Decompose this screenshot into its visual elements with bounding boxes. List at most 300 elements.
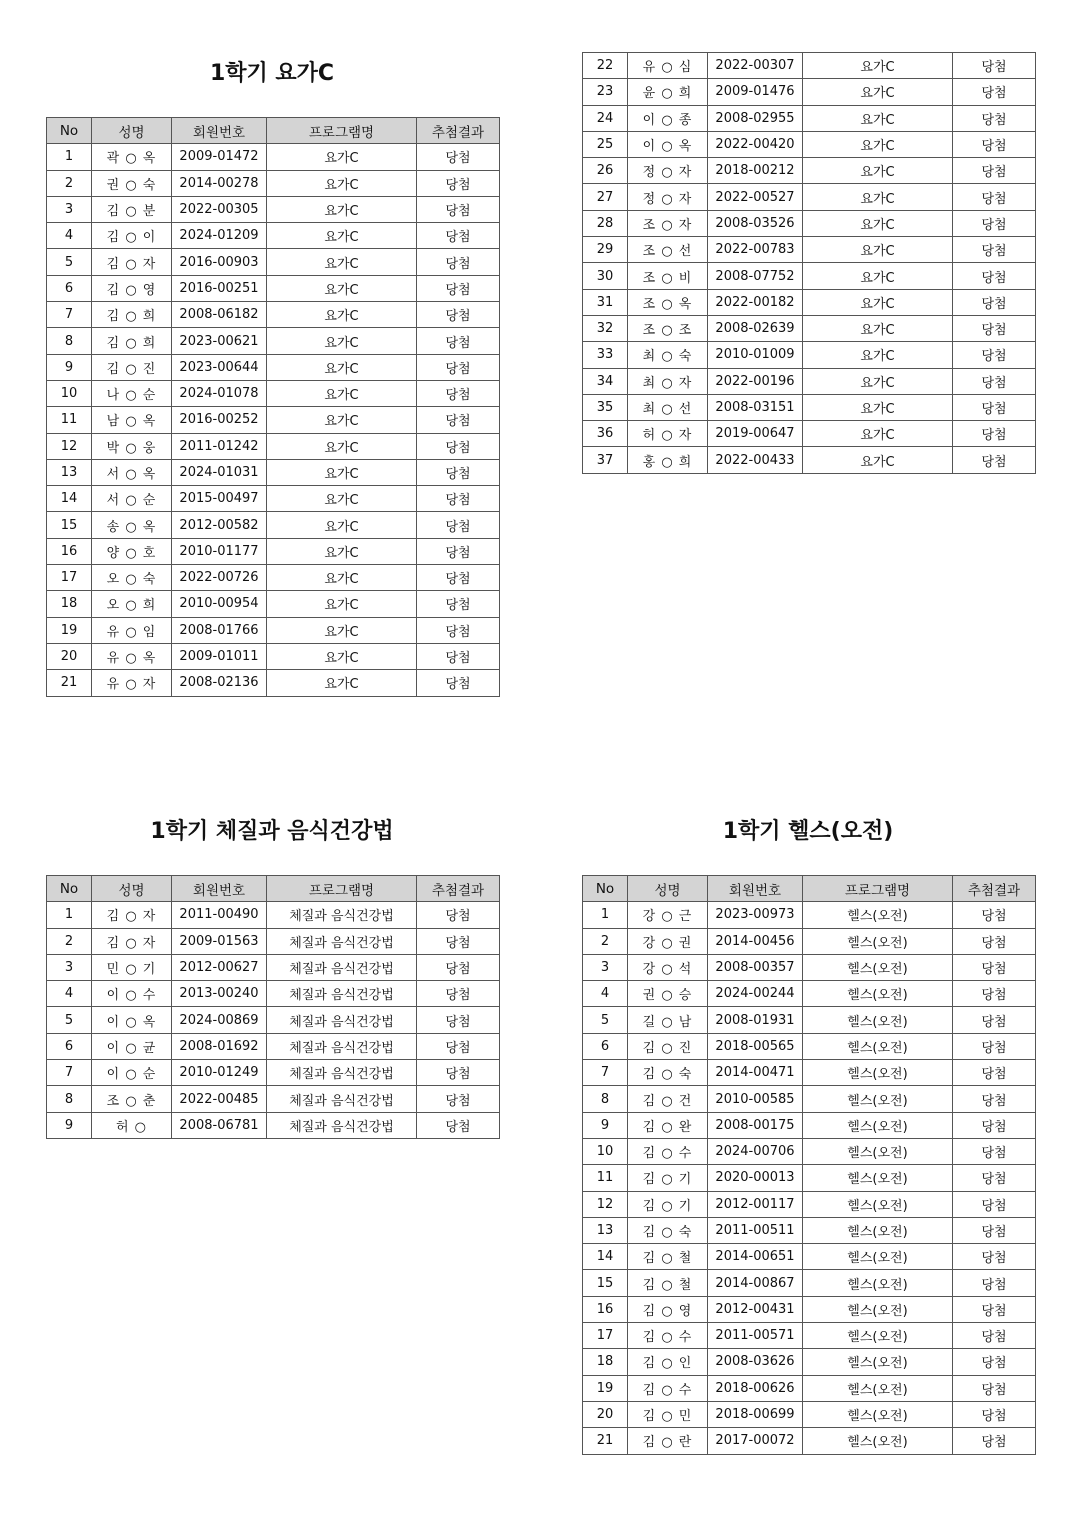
table-row xyxy=(583,1428,1036,1454)
draw-result: 당첨 xyxy=(417,902,500,928)
program-name: 요가C xyxy=(803,421,953,447)
table-row xyxy=(47,1112,500,1138)
row-number: 16 xyxy=(47,538,92,564)
member-id: 2022-00196 xyxy=(708,368,803,394)
table-row xyxy=(47,354,500,380)
draw-result: 당첨 xyxy=(417,928,500,954)
member-name: 허 ○ 자 xyxy=(628,421,708,447)
table-row xyxy=(583,1033,1036,1059)
draw-result: 당첨 xyxy=(953,928,1036,954)
draw-result: 당첨 xyxy=(953,1401,1036,1427)
draw-result: 당첨 xyxy=(953,289,1036,315)
member-name: 이 ○ 종 xyxy=(628,105,708,131)
member-id: 2013-00240 xyxy=(172,981,267,1007)
row-number: 2 xyxy=(47,928,92,954)
column-header: 추첨결과 xyxy=(417,118,500,144)
health-table xyxy=(582,875,1036,1455)
program-name: 요가C xyxy=(803,263,953,289)
program-name: 요가C xyxy=(267,223,417,249)
row-number: 7 xyxy=(583,1060,628,1086)
program-name: 헬스(오전) xyxy=(803,1270,953,1296)
draw-result: 당첨 xyxy=(953,1060,1036,1086)
draw-result: 당첨 xyxy=(417,1007,500,1033)
member-id: 2022-00420 xyxy=(708,131,803,157)
member-id: 2016-00903 xyxy=(172,249,267,275)
program-name: 헬스(오전) xyxy=(803,1191,953,1217)
table-row xyxy=(583,131,1036,157)
member-name: 민 ○ 기 xyxy=(92,954,172,980)
table-row xyxy=(583,1138,1036,1164)
program-name: 헬스(오전) xyxy=(803,1033,953,1059)
program-name: 헬스(오전) xyxy=(803,1112,953,1138)
program-name: 체질과 음식건강법 xyxy=(267,1007,417,1033)
program-name: 헬스(오전) xyxy=(803,1428,953,1454)
draw-result: 당첨 xyxy=(953,902,1036,928)
member-name: 김 ○ 영 xyxy=(628,1296,708,1322)
program-name: 요가C xyxy=(267,328,417,354)
member-name: 박 ○ 웅 xyxy=(92,433,172,459)
diet-section-title: 1학기 체질과 음식건강법 xyxy=(150,819,394,844)
draw-result: 당첨 xyxy=(953,184,1036,210)
row-number: 33 xyxy=(583,342,628,368)
member-name: 길 ○ 남 xyxy=(628,1007,708,1033)
member-id: 2011-01242 xyxy=(172,433,267,459)
table-row xyxy=(583,184,1036,210)
row-number: 20 xyxy=(583,1401,628,1427)
member-name: 유 ○ 심 xyxy=(628,53,708,79)
member-id: 2012-00431 xyxy=(708,1296,803,1322)
table-header-row xyxy=(583,876,1036,902)
member-id: 2008-07752 xyxy=(708,263,803,289)
table-row xyxy=(47,459,500,485)
member-name: 서 ○ 순 xyxy=(92,486,172,512)
member-id: 2023-00621 xyxy=(172,328,267,354)
member-id: 2024-00706 xyxy=(708,1138,803,1164)
member-id: 2024-00244 xyxy=(708,981,803,1007)
draw-result: 당첨 xyxy=(953,237,1036,263)
table-row xyxy=(583,981,1036,1007)
program-name: 헬스(오전) xyxy=(803,928,953,954)
draw-result: 당첨 xyxy=(953,1296,1036,1322)
program-name: 요가C xyxy=(803,105,953,131)
member-id: 2012-00117 xyxy=(708,1191,803,1217)
program-name: 요가C xyxy=(267,380,417,406)
member-id: 2009-01011 xyxy=(172,643,267,669)
draw-result: 당첨 xyxy=(953,1349,1036,1375)
row-number: 26 xyxy=(583,158,628,184)
row-number: 6 xyxy=(47,275,92,301)
program-name: 체질과 음식건강법 xyxy=(267,928,417,954)
member-id: 2022-00726 xyxy=(172,565,267,591)
row-number: 10 xyxy=(583,1138,628,1164)
draw-result: 당첨 xyxy=(417,670,500,696)
member-id: 2008-03626 xyxy=(708,1349,803,1375)
table-row xyxy=(47,565,500,591)
row-number: 30 xyxy=(583,263,628,289)
member-id: 2014-00278 xyxy=(172,170,267,196)
table-row xyxy=(583,263,1036,289)
program-name: 헬스(오전) xyxy=(803,902,953,928)
member-id: 2009-01563 xyxy=(172,928,267,954)
row-number: 3 xyxy=(47,954,92,980)
row-number: 5 xyxy=(47,249,92,275)
member-name: 김 ○ 영 xyxy=(92,275,172,301)
program-name: 체질과 음식건강법 xyxy=(267,1060,417,1086)
table-row xyxy=(47,512,500,538)
draw-result: 당첨 xyxy=(953,1086,1036,1112)
column-header: 회원번호 xyxy=(708,876,803,902)
table-row xyxy=(583,902,1036,928)
row-number: 7 xyxy=(47,302,92,328)
draw-result: 당첨 xyxy=(953,79,1036,105)
member-name: 정 ○ 자 xyxy=(628,184,708,210)
column-header: 프로그램명 xyxy=(803,876,953,902)
draw-result: 당첨 xyxy=(417,1033,500,1059)
program-name: 요가C xyxy=(803,53,953,79)
table-row xyxy=(583,421,1036,447)
column-header: 회원번호 xyxy=(172,876,267,902)
table-row xyxy=(583,342,1036,368)
member-name: 김 ○ 민 xyxy=(628,1401,708,1427)
program-name: 요가C xyxy=(267,538,417,564)
member-name: 홍 ○ 희 xyxy=(628,447,708,473)
table-row xyxy=(583,1296,1036,1322)
column-header: 성명 xyxy=(628,876,708,902)
member-name: 김 ○ 기 xyxy=(628,1165,708,1191)
table-row xyxy=(47,981,500,1007)
member-name: 최 ○ 자 xyxy=(628,368,708,394)
draw-result: 당첨 xyxy=(953,315,1036,341)
member-name: 조 ○ 비 xyxy=(628,263,708,289)
member-id: 2014-00651 xyxy=(708,1244,803,1270)
program-name: 요가C xyxy=(803,289,953,315)
member-name: 양 ○ 호 xyxy=(92,538,172,564)
member-name: 김 ○ 진 xyxy=(628,1033,708,1059)
program-name: 요가C xyxy=(803,394,953,420)
table-row xyxy=(583,1007,1036,1033)
row-number: 35 xyxy=(583,394,628,420)
draw-result: 당첨 xyxy=(953,981,1036,1007)
member-id: 2022-00527 xyxy=(708,184,803,210)
program-name: 요가C xyxy=(803,368,953,394)
member-id: 2019-00647 xyxy=(708,421,803,447)
member-id: 2022-00433 xyxy=(708,447,803,473)
program-name: 요가C xyxy=(267,617,417,643)
row-number: 2 xyxy=(47,170,92,196)
program-name: 요가C xyxy=(803,315,953,341)
row-number: 7 xyxy=(47,1060,92,1086)
row-number: 21 xyxy=(47,670,92,696)
draw-result: 당첨 xyxy=(953,53,1036,79)
draw-result: 당첨 xyxy=(953,1375,1036,1401)
program-name: 헬스(오전) xyxy=(803,1296,953,1322)
draw-result: 당첨 xyxy=(953,368,1036,394)
row-number: 6 xyxy=(583,1033,628,1059)
program-name: 요가C xyxy=(267,144,417,170)
member-id: 2024-00869 xyxy=(172,1007,267,1033)
member-name: 최 ○ 숙 xyxy=(628,342,708,368)
draw-result: 당첨 xyxy=(953,342,1036,368)
table-row xyxy=(583,1401,1036,1427)
program-name: 요가C xyxy=(267,433,417,459)
table-row xyxy=(583,447,1036,473)
diet-table xyxy=(46,875,500,1139)
member-name: 오 ○ 숙 xyxy=(92,565,172,591)
member-name: 김 ○ 인 xyxy=(628,1349,708,1375)
program-name: 요가C xyxy=(267,275,417,301)
column-header: 추첨결과 xyxy=(417,876,500,902)
row-number: 12 xyxy=(583,1191,628,1217)
program-name: 체질과 음식건강법 xyxy=(267,954,417,980)
member-name: 김 ○ 숙 xyxy=(628,1217,708,1243)
member-name: 남 ○ 옥 xyxy=(92,407,172,433)
table-row xyxy=(583,237,1036,263)
row-number: 15 xyxy=(47,512,92,538)
member-name: 김 ○ 분 xyxy=(92,196,172,222)
member-id: 2023-00973 xyxy=(708,902,803,928)
draw-result: 당첨 xyxy=(417,354,500,380)
member-id: 2008-03151 xyxy=(708,394,803,420)
row-number: 18 xyxy=(47,591,92,617)
row-number: 28 xyxy=(583,210,628,236)
row-number: 19 xyxy=(47,617,92,643)
member-name: 이 ○ 균 xyxy=(92,1033,172,1059)
member-id: 2014-00471 xyxy=(708,1060,803,1086)
row-number: 4 xyxy=(47,223,92,249)
draw-result: 당첨 xyxy=(953,1428,1036,1454)
member-id: 2008-06781 xyxy=(172,1112,267,1138)
row-number: 20 xyxy=(47,643,92,669)
member-id: 2008-01692 xyxy=(172,1033,267,1059)
program-name: 요가C xyxy=(267,249,417,275)
draw-result: 당첨 xyxy=(953,447,1036,473)
row-number: 27 xyxy=(583,184,628,210)
member-id: 2010-00954 xyxy=(172,591,267,617)
row-number: 24 xyxy=(583,105,628,131)
member-name: 김 ○ 수 xyxy=(628,1138,708,1164)
member-name: 조 ○ 조 xyxy=(628,315,708,341)
member-name: 유 ○ 자 xyxy=(92,670,172,696)
member-name: 이 ○ 순 xyxy=(92,1060,172,1086)
table-row xyxy=(583,394,1036,420)
program-name: 요가C xyxy=(267,486,417,512)
member-name: 김 ○ 철 xyxy=(628,1244,708,1270)
member-name: 김 ○ 자 xyxy=(92,249,172,275)
member-id: 2011-00490 xyxy=(172,902,267,928)
member-name: 유 ○ 임 xyxy=(92,617,172,643)
row-number: 32 xyxy=(583,315,628,341)
member-id: 2018-00565 xyxy=(708,1033,803,1059)
column-header: 회원번호 xyxy=(172,118,267,144)
row-number: 8 xyxy=(47,328,92,354)
draw-result: 당첨 xyxy=(417,433,500,459)
row-number: 6 xyxy=(47,1033,92,1059)
column-header: 성명 xyxy=(92,118,172,144)
member-name: 김 ○ 완 xyxy=(628,1112,708,1138)
member-name: 김 ○ 진 xyxy=(92,354,172,380)
program-name: 요가C xyxy=(267,643,417,669)
yoga-section-title: 1학기 요가C xyxy=(209,61,335,86)
program-name: 요가C xyxy=(267,591,417,617)
member-id: 2024-01078 xyxy=(172,380,267,406)
column-header: No xyxy=(47,876,92,902)
table-row xyxy=(583,1165,1036,1191)
yoga-table-a xyxy=(46,117,500,697)
program-name: 체질과 음식건강법 xyxy=(267,902,417,928)
program-name: 요가C xyxy=(267,512,417,538)
row-number: 12 xyxy=(47,433,92,459)
program-name: 요가C xyxy=(803,79,953,105)
member-name: 이 ○ 옥 xyxy=(92,1007,172,1033)
member-name: 오 ○ 희 xyxy=(92,591,172,617)
program-name: 헬스(오전) xyxy=(803,1375,953,1401)
member-name: 김 ○ 자 xyxy=(92,928,172,954)
table-row xyxy=(47,196,500,222)
draw-result: 당첨 xyxy=(417,643,500,669)
table-row xyxy=(47,249,500,275)
column-header: 프로그램명 xyxy=(267,876,417,902)
member-name: 권 ○ 숙 xyxy=(92,170,172,196)
program-name: 요가C xyxy=(267,196,417,222)
program-name: 요가C xyxy=(267,354,417,380)
table-row xyxy=(47,591,500,617)
table-row xyxy=(583,368,1036,394)
member-id: 2008-02136 xyxy=(172,670,267,696)
member-name: 정 ○ 자 xyxy=(628,158,708,184)
table-row xyxy=(47,223,500,249)
table-row xyxy=(583,105,1036,131)
program-name: 요가C xyxy=(267,670,417,696)
table-row xyxy=(583,1217,1036,1243)
member-id: 2012-00627 xyxy=(172,954,267,980)
program-name: 헬스(오전) xyxy=(803,1244,953,1270)
draw-result: 당첨 xyxy=(417,170,500,196)
member-id: 2016-00252 xyxy=(172,407,267,433)
table-row xyxy=(583,928,1036,954)
draw-result: 당첨 xyxy=(417,1112,500,1138)
draw-result: 당첨 xyxy=(953,394,1036,420)
draw-result: 당첨 xyxy=(417,512,500,538)
draw-result: 당첨 xyxy=(417,249,500,275)
table-row xyxy=(583,1270,1036,1296)
draw-result: 당첨 xyxy=(953,263,1036,289)
draw-result: 당첨 xyxy=(417,1060,500,1086)
program-name: 헬스(오전) xyxy=(803,1060,953,1086)
row-number: 36 xyxy=(583,421,628,447)
draw-result: 당첨 xyxy=(417,223,500,249)
row-number: 25 xyxy=(583,131,628,157)
table-row xyxy=(47,538,500,564)
table-row xyxy=(583,1349,1036,1375)
program-name: 헬스(오전) xyxy=(803,1007,953,1033)
member-id: 2010-01249 xyxy=(172,1060,267,1086)
program-name: 헬스(오전) xyxy=(803,1401,953,1427)
row-number: 15 xyxy=(583,1270,628,1296)
program-name: 요가C xyxy=(803,158,953,184)
member-name: 허 ○ xyxy=(92,1112,172,1138)
program-name: 요가C xyxy=(267,170,417,196)
member-id: 2014-00456 xyxy=(708,928,803,954)
draw-result: 당첨 xyxy=(953,1138,1036,1164)
member-id: 2022-00485 xyxy=(172,1086,267,1112)
table-row xyxy=(583,1112,1036,1138)
table-header-row xyxy=(47,118,500,144)
row-number: 9 xyxy=(583,1112,628,1138)
program-name: 체질과 음식건강법 xyxy=(267,1112,417,1138)
member-name: 김 ○ 수 xyxy=(628,1323,708,1349)
member-name: 이 ○ 수 xyxy=(92,981,172,1007)
table-row xyxy=(583,289,1036,315)
member-name: 김 ○ 건 xyxy=(628,1086,708,1112)
member-name: 김 ○ 숙 xyxy=(628,1060,708,1086)
member-name: 강 ○ 근 xyxy=(628,902,708,928)
draw-result: 당첨 xyxy=(417,196,500,222)
row-number: 3 xyxy=(583,954,628,980)
table-row xyxy=(583,1375,1036,1401)
row-number: 16 xyxy=(583,1296,628,1322)
member-id: 2008-06182 xyxy=(172,302,267,328)
row-number: 21 xyxy=(583,1428,628,1454)
member-id: 2010-01009 xyxy=(708,342,803,368)
table-row xyxy=(47,617,500,643)
member-name: 김 ○ 자 xyxy=(92,902,172,928)
member-id: 2008-03526 xyxy=(708,210,803,236)
program-name: 요가C xyxy=(803,237,953,263)
table-header-row xyxy=(47,876,500,902)
program-name: 헬스(오전) xyxy=(803,1323,953,1349)
draw-result: 당첨 xyxy=(417,591,500,617)
program-name: 체질과 음식건강법 xyxy=(267,1086,417,1112)
draw-result: 당첨 xyxy=(953,105,1036,131)
row-number: 13 xyxy=(583,1217,628,1243)
member-name: 김 ○ 희 xyxy=(92,328,172,354)
member-id: 2022-00307 xyxy=(708,53,803,79)
row-number: 14 xyxy=(47,486,92,512)
row-number: 10 xyxy=(47,380,92,406)
column-header: 성명 xyxy=(92,876,172,902)
program-name: 헬스(오전) xyxy=(803,1138,953,1164)
program-name: 체질과 음식건강법 xyxy=(267,1033,417,1059)
member-id: 2008-00175 xyxy=(708,1112,803,1138)
table-row xyxy=(583,1244,1036,1270)
health-section-title: 1학기 헬스(오전) xyxy=(722,819,894,844)
table-row xyxy=(583,158,1036,184)
draw-result: 당첨 xyxy=(417,565,500,591)
row-number: 22 xyxy=(583,53,628,79)
row-number: 3 xyxy=(47,196,92,222)
table-row xyxy=(583,1086,1036,1112)
program-name: 요가C xyxy=(803,131,953,157)
draw-result: 당첨 xyxy=(417,380,500,406)
member-name: 권 ○ 승 xyxy=(628,981,708,1007)
draw-result: 당첨 xyxy=(953,421,1036,447)
table-row xyxy=(47,928,500,954)
table-row xyxy=(47,1060,500,1086)
draw-result: 당첨 xyxy=(953,1112,1036,1138)
member-id: 2017-00072 xyxy=(708,1428,803,1454)
member-name: 김 ○ 이 xyxy=(92,223,172,249)
member-id: 2008-01766 xyxy=(172,617,267,643)
row-number: 1 xyxy=(47,902,92,928)
member-id: 2023-00644 xyxy=(172,354,267,380)
table-row xyxy=(47,486,500,512)
row-number: 8 xyxy=(47,1086,92,1112)
member-id: 2008-02639 xyxy=(708,315,803,341)
draw-result: 당첨 xyxy=(417,981,500,1007)
program-name: 헬스(오전) xyxy=(803,1349,953,1375)
table-row xyxy=(47,407,500,433)
row-number: 13 xyxy=(47,459,92,485)
